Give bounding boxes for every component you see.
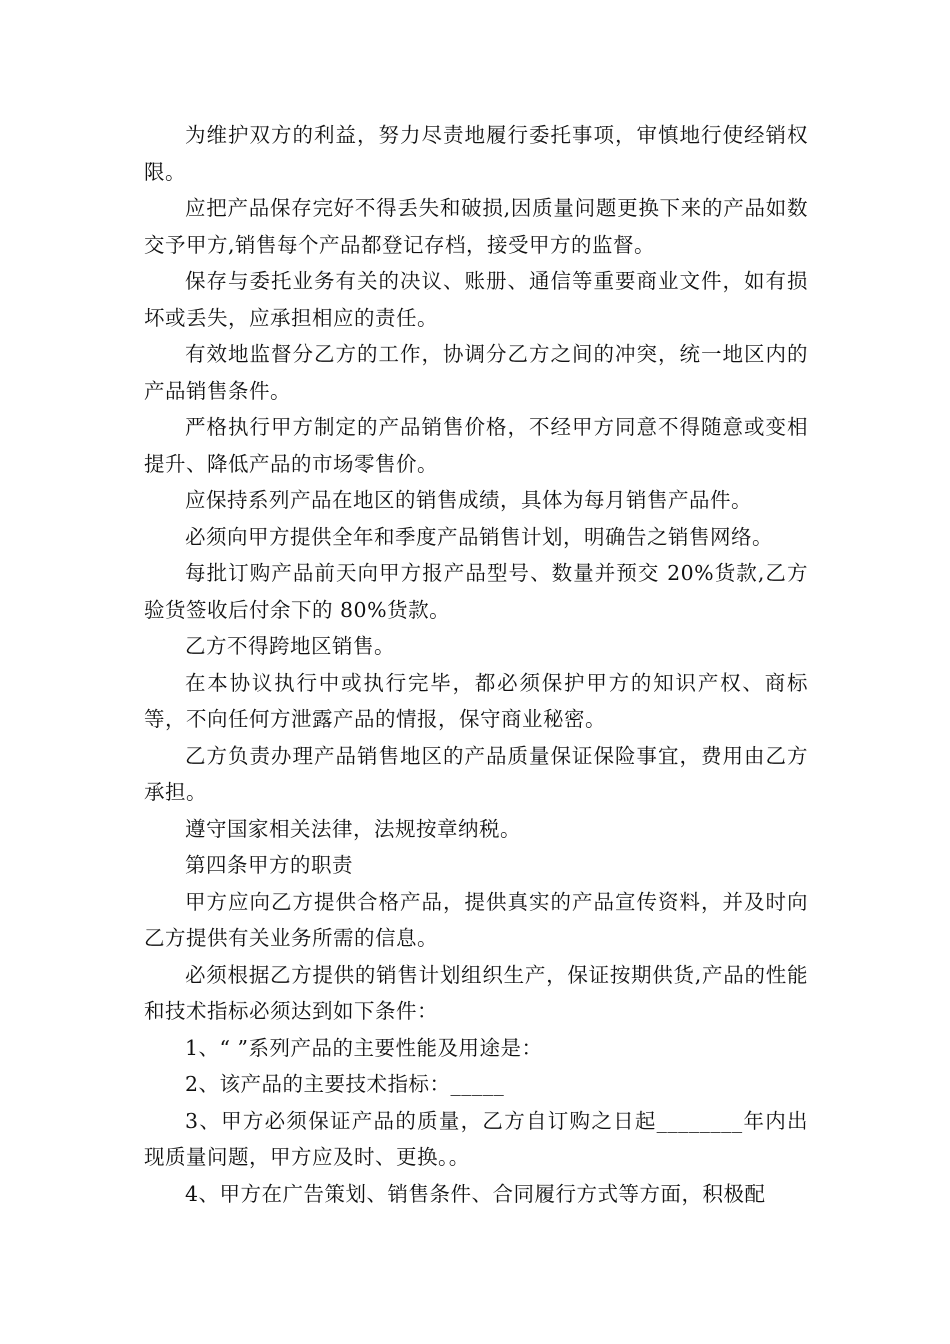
paragraph: 甲方应向乙方提供合格产品，提供真实的产品宣传资料，并及时向乙方提供有关业务所需的信息。	[144, 889, 808, 950]
paragraph: 应把产品保存完好不得丢失和破损,因质量问题更换下来的产品如数交予甲方,销售每个产品都登记存档，接受甲方的监督。	[144, 196, 808, 257]
paragraph: 应保持系列产品在地区的销售成绩，具体为每月销售产品件。	[185, 488, 752, 512]
paragraph: 严格执行甲方制定的产品销售价格，不经甲方同意不得随意或变相提升、降低产品的市场零售价。	[144, 415, 808, 476]
paragraph: 乙方不得跨地区销售。	[185, 634, 395, 658]
paragraph: 为维护双方的利益，努力尽责地履行委托事项，审慎地行使经销权限。	[144, 123, 808, 184]
paragraph: 乙方负责办理产品销售地区的产品质量保证保险事宜，费用由乙方承担。	[144, 743, 808, 804]
list-item: 3、甲方必须保证产品的质量，乙方自订购之日起________年内出现质量问题，甲方应及时、更换。。	[144, 1108, 808, 1169]
paragraph: 在本协议执行中或执行完毕，都必须保护甲方的知识产权、商标等，不向任何方泄露产品的情报，保守商业秘密。	[144, 670, 808, 731]
list-item: 1、“ ”系列产品的主要性能及用途是：	[185, 1035, 543, 1060]
paragraph: 每批订购产品前天向甲方报产品型号、数量并预交 20%货款,乙方验货签收后付余下的 80%货款。	[144, 561, 808, 622]
paragraph: 保存与委托业务有关的决议、账册、通信等重要商业文件，如有损坏或丢失，应承担相应的责任。	[144, 269, 808, 330]
list-item: 2、该产品的主要技术指标：_____	[185, 1072, 505, 1096]
paragraph: 必须向甲方提供全年和季度产品销售计划，明确告之销售网络。	[185, 524, 773, 549]
document-body	[144, 117, 808, 1212]
section-heading: 第四条甲方的职责	[185, 853, 353, 877]
paragraph: 必须根据乙方提供的销售计划组织生产，保证按期供货,产品的性能和技术指标必须达到如下条件：	[144, 962, 808, 1023]
paragraph: 遵守国家相关法律，法规按章纳税。	[185, 816, 521, 841]
paragraph: 有效地监督分乙方的工作，协调分乙方之间的冲突，统一地区内的产品销售条件。	[144, 342, 808, 403]
list-item: 4、甲方在广告策划、销售条件、合同履行方式等方面，积极配	[185, 1181, 766, 1206]
